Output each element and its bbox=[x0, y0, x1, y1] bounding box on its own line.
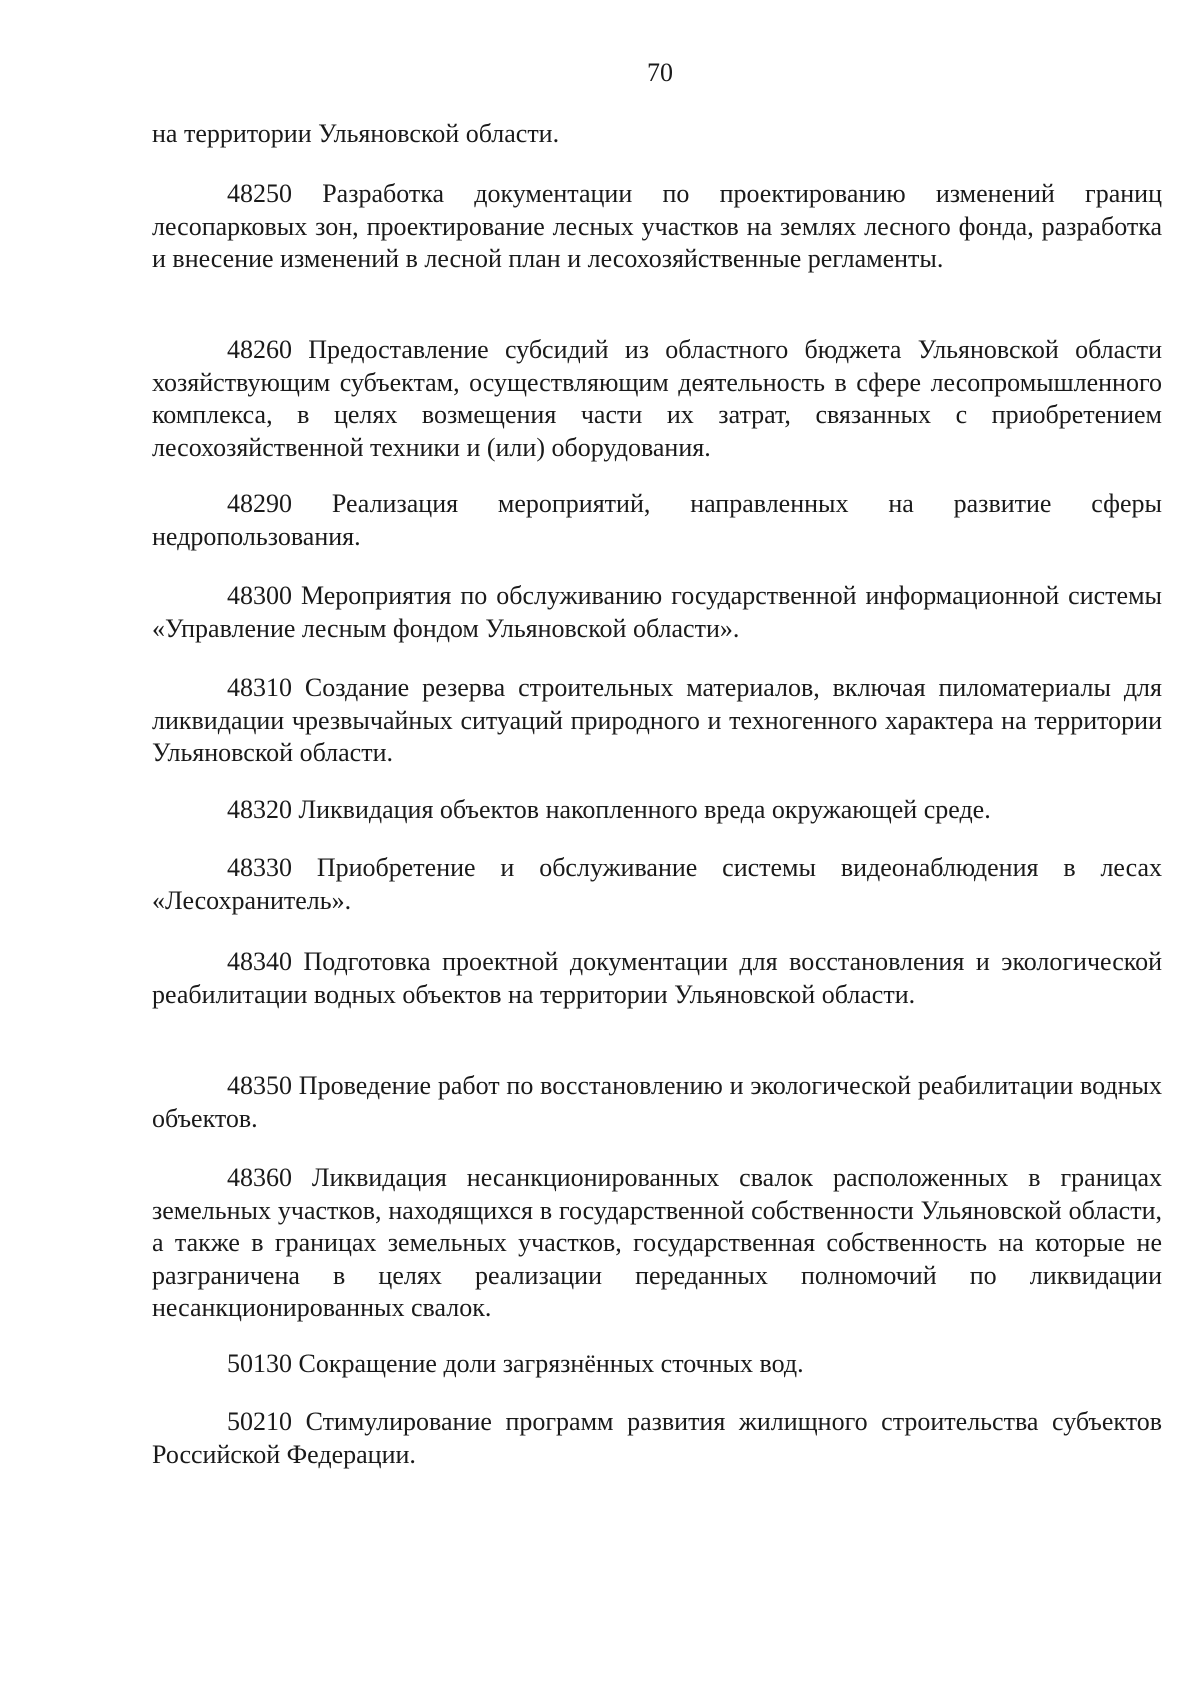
paragraph-48360: 48360 Ликвидация несанкционированных свалок расположенных в границах земельных участков, находящихся в государственной собственности Ульяновской области, а также в границах земельных участков, государственная собственность на которые не разграничена в целях реализации переданных полномочий по ликвидации несанкционированных свалок. bbox=[152, 1163, 1162, 1322]
paragraph-48300: 48300 Мероприятия по обслуживанию государственной информационной системы «Управление лесным фондом Ульяновской области». bbox=[152, 581, 1162, 643]
paragraph-48350: 48350 Проведение работ по восстановлению и экологической реабилитации водных объектов. bbox=[152, 1071, 1162, 1133]
paragraph-48260: 48260 Предоставление субсидий из областного бюджета Ульяновской области хозяйствующим субъектам, осуществляющим деятельность в сфере лесопромышленного комплекса, в целях возмещения части их затрат, связанных с приобретением лесохозяйственной техники и (или) оборудования. bbox=[152, 335, 1162, 462]
paragraph-48340: 48340 Подготовка проектной документации для восстановления и экологической реабилитации водных объектов на территории Ульяновской области. bbox=[152, 947, 1162, 1009]
continuation-text: на территории Ульяновской области. bbox=[152, 119, 560, 148]
paragraph-48320: 48320 Ликвидация объектов накопленного вреда окружающей среде. bbox=[227, 795, 991, 824]
paragraph-48290: 48290 Реализация мероприятий, направленных на развитие сферы недропользования. bbox=[152, 489, 1162, 551]
page-number: 70 bbox=[647, 58, 673, 87]
paragraph-50130: 50130 Сокращение доли загрязнённых сточных вод. bbox=[227, 1349, 804, 1378]
paragraph-50210: 50210 Стимулирование программ развития жилищного строительства субъектов Российской Федерации. bbox=[152, 1407, 1162, 1469]
paragraph-48330: 48330 Приобретение и обслуживание системы видеонаблюдения в лесах «Лесохранитель». bbox=[152, 853, 1162, 915]
paragraph-48250: 48250 Разработка документации по проектированию изменений границ лесопарковых зон, проектирование лесных участков на землях лесного фонда, разработка и внесение изменений в лесной план и лесохозяйственные регламенты. bbox=[152, 179, 1162, 273]
paragraph-48310: 48310 Создание резерва строительных материалов, включая пиломатериалы для ликвидации чрезвычайных ситуаций природного и техногенного характера на территории Ульяновской области. bbox=[152, 673, 1162, 767]
